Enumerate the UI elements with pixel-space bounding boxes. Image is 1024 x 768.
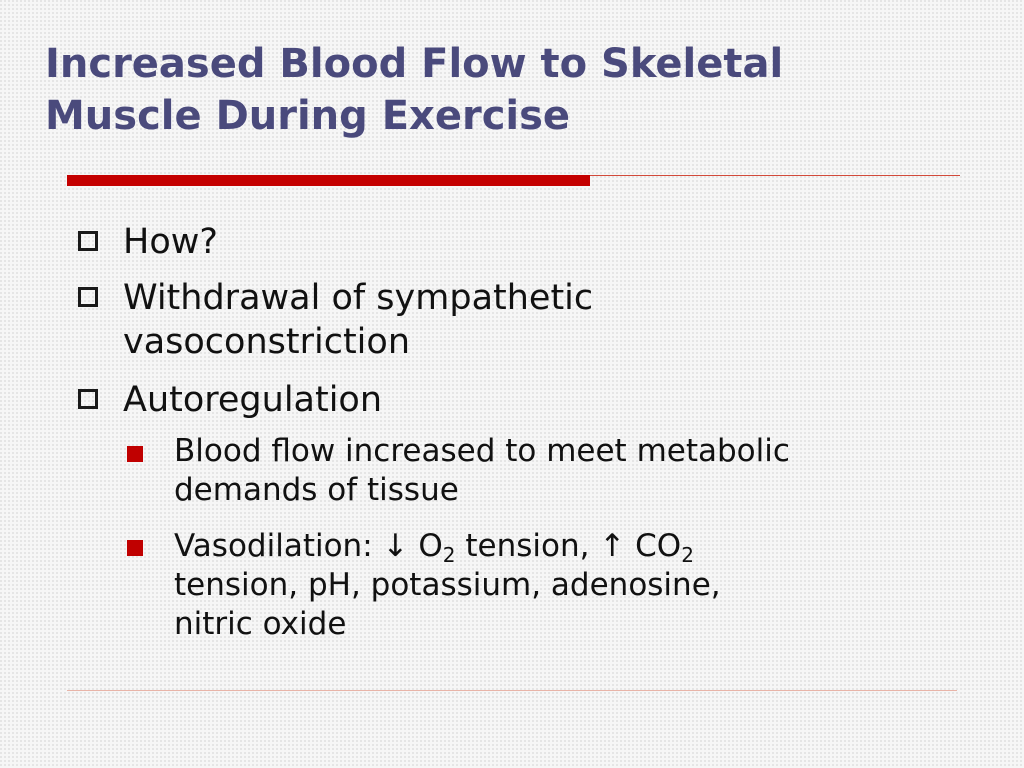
hollow-square-icon bbox=[78, 231, 98, 251]
filled-square-icon bbox=[127, 446, 143, 462]
oxygen-text: O bbox=[408, 528, 443, 564]
bullet-how bbox=[123, 220, 943, 264]
hollow-square-icon bbox=[78, 287, 98, 307]
title-line-2: Muscle During Exercise bbox=[45, 93, 571, 139]
bullet-autoregulation bbox=[123, 378, 943, 422]
sub-bullet-blood-flow bbox=[174, 432, 954, 510]
sub-bullet-text-line-1: Blood flow increased to meet metabolic bbox=[174, 433, 790, 469]
sub-bullet-text-line-2: tension, pH, potassium, adenosine, bbox=[174, 567, 721, 603]
hollow-square-icon bbox=[78, 389, 98, 409]
bullet-text-line-2: vasoconstriction bbox=[123, 322, 411, 362]
filled-square-icon bbox=[127, 540, 143, 556]
tension-text: tension, bbox=[455, 528, 600, 564]
oxygen-subscript: 2 bbox=[442, 543, 456, 567]
bullet-withdrawal bbox=[123, 276, 943, 364]
vasodilation-label: Vasodilation: bbox=[174, 528, 383, 564]
sub-bullet-vasodilation bbox=[174, 527, 954, 644]
sub-bullet-text-line-1 bbox=[174, 527, 954, 566]
sub-bullet-text-line-2: demands of tissue bbox=[174, 472, 459, 508]
down-arrow-icon: ↓ bbox=[382, 528, 409, 564]
up-arrow-icon: ↑ bbox=[599, 528, 626, 564]
bullet-text: Autoregulation bbox=[123, 380, 383, 420]
carbon-dioxide-subscript: 2 bbox=[681, 543, 694, 567]
title-line-1: Increased Blood Flow to Skeletal bbox=[45, 41, 784, 87]
carbon-dioxide-text: CO bbox=[625, 528, 682, 564]
bullet-text-line-1: Withdrawal of sympathetic bbox=[123, 278, 594, 318]
footer-divider bbox=[67, 690, 957, 691]
sub-bullet-text-line-3: nitric oxide bbox=[174, 606, 347, 642]
bullet-text: How? bbox=[123, 222, 218, 262]
